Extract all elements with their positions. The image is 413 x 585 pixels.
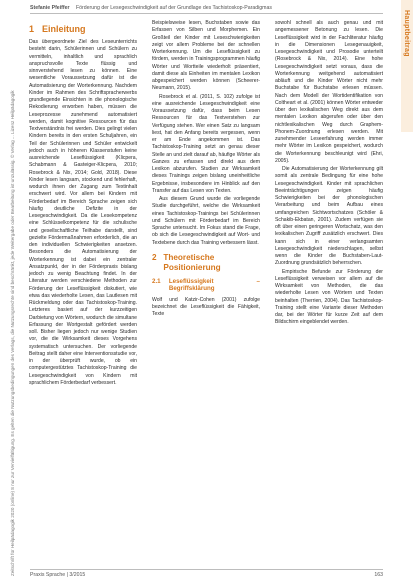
text-column-3	[275, 20, 383, 565]
header-rule	[30, 13, 383, 14]
body-paragraph: sowohl schnell als auch genau und mit angemessener Betonung zu lesen. Die Leseflüssigkeit wird in der Fachliteratur häufig in die Dimensionen Lesegenauigkeit, Lesegeschwindigkeit und Prosodie unterteilt (Rosebrock & Nix, 2014). Eine hohe Lesegeschwindigkeit setzt voraus, dass die Worterkennung weitgehend automatisiert abläuft und die Kinder Wörter nicht mehr Buchstabe für Buchstabe erlesen müssen. Nach dem Modell der Wortidentifikation von Coltheart et al. (2001) können Wörter entweder über den lexikalischen Weg direkt aus dem mentalen Lexikon abgerufen oder über den nichtlexikalischen Weg durch Graphem-Phonem-Zuordnung erlesen werden. Mit zunehmender Leseerfahrung werden immer mehr Wörter im Lexikon gespeichert, wodurch die Worterkennung beschleunigt wird (Ehri, 2005).	[275, 20, 383, 164]
copyright-side-note-text: Zeitschrift für Heilpädagogik 2020 (online) 8 nur zur Vervielfältigung. Es gelten die Nutzungsbedingungen des Verlags, die Nutzungsrechte sind beschränkt, jede Weitergabe oder Bearbeitung ist unzulässig. © Verlag ... Lizenz Heilpädagogik	[10, 90, 15, 576]
body-paragraph: Beispielsweise lesen, Buchstaben sowie das Erfassen von Silben und Morphemen. Ein Großteil der Kinder mit Leseschwierigkeiten zeigt vor allem Probleme bei der schnellen Worterkennung. Um die Leseflüssigkeit zu fördern, werden in Trainingsprogrammen häufig Wörter und Wortteile wiederholt präsentiert, damit diese als Einheiten im mentalen Lexikon abgespeichert werden können (Scheerer-Neumann, 2015).	[152, 20, 260, 92]
header-title: Förderung der Lesegeschwindigkeit auf der Grundlage des Tachistoskop-Paradigmas	[75, 5, 272, 11]
body-paragraph: Empirische Befunde zur Förderung der Leseflüssigkeit verweisen vor allem auf die Wirksamkeit von Methoden, die das wiederholte Lesen von Wörtern und Texten beinhalten (Therrien, 2004). Das Tachistoskop-Training stellt eine Variante dieser Methoden dar, bei der Wörter für kurze Zeit auf dem Bildschirm eingeblendet werden.	[275, 268, 383, 326]
page-number: 163	[374, 572, 383, 578]
section-heading-theory	[152, 253, 260, 273]
footer-rule	[30, 569, 383, 570]
running-head	[30, 5, 380, 11]
body-paragraph: Die Automatisierung der Worterkennung gilt somit als zentrale Bedingung für eine hohe Lesegeschwindigkeit. Kinder mit sprachlichen Beeinträchtigungen zeigen häufig Schwierigkeiten bei der phonologischen Verarbeitung und beim Aufbau eines umfangreichen Sichtwortschatzes (Schöler & Schakib-Ekbatan, 2001). Zudem verfügen sie oft über einen geringeren Wortschatz, was den lexikalischen Zugriff zusätzlich erschwert. Dies kann sich in einer verlangsamten Lesegeschwindigkeit niederschlagen, selbst wenn die Kinder die Buchstaben-Laut-Zuordnung grundsätzlich beherrschen.	[275, 166, 383, 267]
body-paragraph: Aus diesem Grund wurde die vorliegende Studie durchgeführt, welche die Wirksamkeit eines Tachistoskop-Trainings bei Schülerinnen und Schülern mit Förderbedarf im Bereich Sprache untersucht. Im Fokus stand die Frage, ob sich die Lesegeschwindigkeit auf Wort- und Textebene durch das Training verbessern lässt.	[152, 196, 260, 246]
section-number: 2	[152, 252, 157, 262]
body-paragraph: Das übergeordnete Ziel des Leseunterrichts besteht darin, Schülerinnen und Schülern zu vermitteln, inhaltlich und sprachlich anspruchsvolle Texte flüssig und sinnverstehend lesen zu können. Eine wesentliche Voraussetzung dafür ist die Automatisierung der Worterkennung. Nachdem Kinder im Rahmen des Schriftspracherwerbs grundlegende Einsichten in die phonologische Rekodierung erworben haben, müssen die Leseprozesse zunehmend automatisiert werden, damit kognitive Ressourcen für das Textverständnis frei werden. Dies gelingt vielen Kindern bereits in den ersten Schuljahren, ein Teil der Schülerinnen und Schüler entwickelt jedoch auch in höheren Klassenstufen keine ausreichende Leseflüssigkeit (Klicpera, Schabmann & Gasteiger-Klicpera, 2010; Rosebrock & Nix, 2014; Gold, 2018). Diese Kinder lesen langsam, stockend und fehlerhaft, wodurch ihnen der Zugang zum Textinhalt erschwert wird. Vor allem bei Kindern mit Förderbedarf im Bereich Sprache zeigen sich häufig deutliche Defizite in der Lesegeschwindigkeit. Da die Lesekompetenz eine Schlüsselkompetenz für die schulische und gesellschaftliche Teilhabe darstellt, sind gezielte Fördermaßnahmen erforderlich, die an den individuellen Schwierigkeiten ansetzen. Besonders die Automatisierung der Worterkennung ist dabei ein zentraler Ansatzpunkt, der in der Förderpraxis bislang jedoch zu wenig Beachtung findet. In der Literatur werden verschiedene Methoden zur Förderung der Leseflüssigkeit diskutiert, wie etwa das wiederholte Lesen, das Lautlesen mit Rückmeldung oder das Tachistoskop-Training. Letzteres basiert auf der kurzzeitigen Darbietung von Wörtern, wodurch die simultane Erfassung der Wortgestalt gefördert werden soll. Bisher liegen jedoch nur wenige Studien vor, die die Wirksamkeit dieses Vorgehens systematisch untersuchen. Der vorliegende Beitrag stellt daher eine Interventionsstudie vor, in der überprüft wurde, ob ein computergestütztes Tachistoskop-Training die Lesegeschwindigkeit von Kindern mit sprachlichem Förderbedarf verbessert.	[29, 39, 137, 386]
subsection-title: Leseflüssigkeit – Begriffsklärung	[168, 277, 260, 293]
text-column-1	[29, 20, 137, 565]
body-paragraph: Rosebrock et al. (2011, S. 102) zufolge ist eine ausreichende Lesegeschwindigkeit eine Voraussetzung dafür, dass beim Lesen Ressourcen für das Textverstehen zur Verfügung stehen. Wer einen Satz zu langsam liest, hat den Anfang bereits vergessen, wenn er am Ende angekommen ist. Das Tachistoskop-Training setzt an genau dieser Stelle an und zielt darauf ab, häufige Wörter als Ganzes zu erfassen und direkt aus dem Lexikon abzurufen. Studien zur Wirksamkeit dieses Trainings zeigen bislang uneinheitliche Ergebnisse, insbesondere im Hinblick auf den Transfer auf das Lesen von Texten.	[152, 93, 260, 194]
subsection-number: 2.1	[152, 277, 161, 285]
section-number: 1	[29, 24, 35, 34]
article-type-tab	[401, 0, 413, 132]
section-heading-introduction	[29, 24, 137, 34]
journal-issue: Praxis Sprache | 3/2015	[30, 572, 86, 578]
header-author: Stefanie Pfeiffer	[30, 5, 70, 11]
body-paragraph: Wolf und Katzir-Cohen (2001) zufolge bezeichnet die Leseflüssigkeit die Fähigkeit, Texte	[152, 296, 260, 318]
article-type-label: Hauptbeitrag	[403, 10, 410, 57]
copyright-side-note	[4, 6, 15, 576]
text-column-2	[152, 20, 260, 565]
section-title: Theoretische Positionierung	[163, 252, 221, 272]
section-title: Einleitung	[42, 24, 86, 34]
subsection-heading	[152, 278, 260, 293]
